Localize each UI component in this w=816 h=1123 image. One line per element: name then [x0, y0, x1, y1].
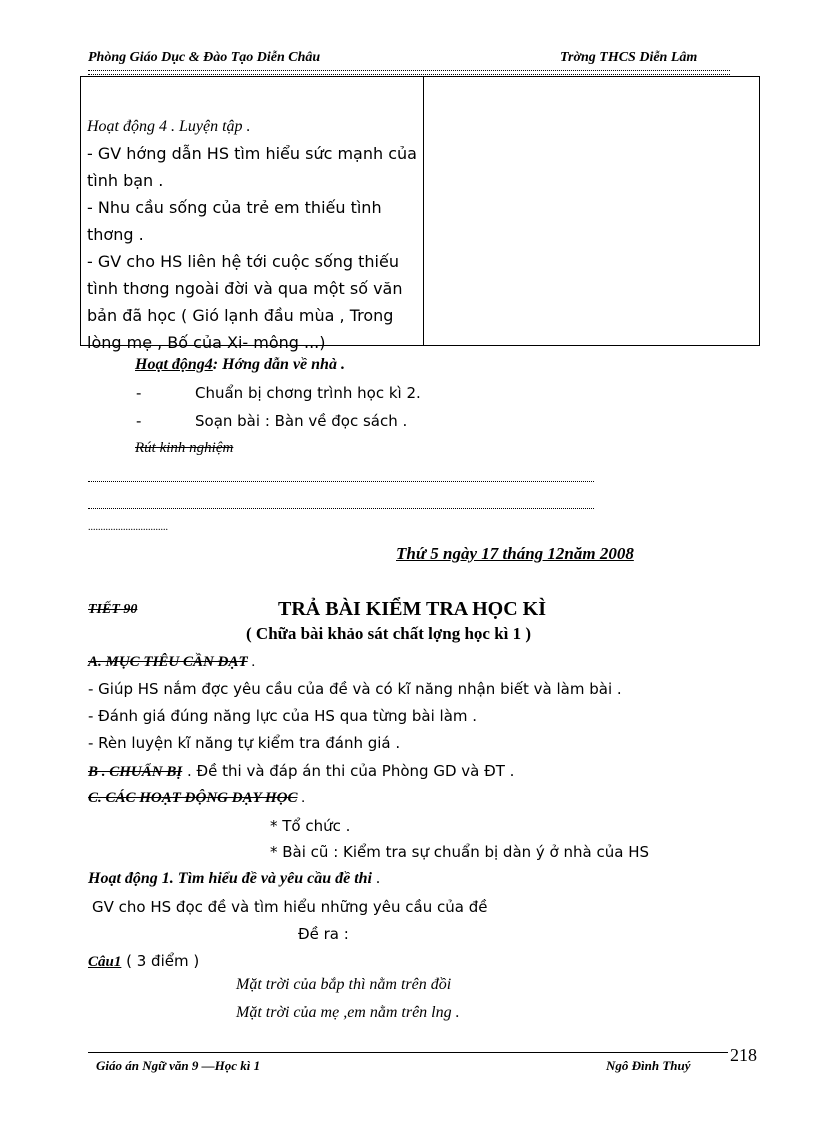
lesson-code: TIẾT 90: [88, 602, 138, 617]
header-rule: [88, 70, 730, 71]
activity-line: - Nhu cầu sống của trẻ em thiếu tình thơng .: [87, 198, 382, 244]
date-line: Thứ 5 ngày 17 tháng 12năm 2008: [396, 544, 634, 563]
activity-cell: [87, 113, 417, 356]
header-school-name: Trờng THCS Diễn Lâm: [560, 50, 698, 65]
section-c-tail: .: [297, 790, 305, 806]
activity1-heading: [88, 870, 380, 888]
section-c-heading: [88, 790, 305, 807]
homework-item: Soạn bài : Bàn về đọc sách .: [195, 412, 408, 430]
poem-line: Mặt trời của mẹ ,em nằm trên lng .: [236, 1004, 460, 1021]
section-b-text: . Đề thi và đáp án thi của Phòng GD và ĐT .: [182, 762, 515, 780]
homework-label: Hoạt động4: [135, 356, 213, 373]
table-divider: [423, 77, 424, 345]
homework-heading: [135, 356, 345, 374]
page-number: 218: [730, 1045, 757, 1065]
section-a-item: - Rèn luyện kĩ năng tự kiểm tra đánh giá .: [88, 734, 401, 752]
section-c-title: C. CÁC HOẠT ĐỘNG DẠY HỌC: [88, 790, 298, 806]
question1-points: ( 3 điểm ): [121, 952, 200, 970]
lesson-title: TRẢ BÀI KIỂM TRA HỌC KÌ: [278, 598, 547, 620]
exam-label: Đề ra :: [298, 925, 349, 943]
homework-item: Chuẩn bị chơng trình học kì 2.: [195, 384, 421, 402]
footer-left: Giáo án Ngữ văn 9 —Học kì 1: [96, 1058, 261, 1073]
section-a-item: - Đánh giá đúng năng lực của HS qua từng bài làm .: [88, 707, 478, 725]
footer-right: Ngô Đình Thuý: [606, 1058, 691, 1073]
activity1-tail: .: [372, 870, 380, 887]
section-b: [88, 762, 514, 781]
section-a-title: A. MỤC TIÊU CẦN ĐẠT: [88, 654, 248, 670]
section-a-item: - Giúp HS nắm đợc yêu cầu của đề và có kĩ năng nhận biết và làm bài .: [88, 680, 622, 698]
activity1-text: GV cho HS đọc đề và tìm hiểu những yêu cầu của đề: [92, 898, 488, 916]
activity-title: Hoạt động 4 . Luyện tập .: [87, 118, 251, 135]
header-school-dept: Phòng Giáo Dục & Đào Tạo Diễn Châu: [88, 50, 321, 65]
question1-label: Câu1: [88, 954, 122, 970]
header-rule-2: [88, 74, 730, 75]
footer-rule: [88, 1052, 728, 1053]
activity-line: - GV hớng dẫn HS tìm hiểu sức mạnh của tình bạn .: [87, 144, 417, 190]
question1: [88, 952, 199, 971]
homework-bullet: -: [136, 412, 142, 430]
poem-line: Mặt trời của bắp thì nằm trên đồi: [236, 976, 452, 993]
homework-bullet: -: [136, 384, 142, 402]
homework-title: : Hớng dẫn về nhà .: [212, 356, 345, 373]
experience-line: [88, 508, 594, 509]
section-a-heading: [88, 654, 255, 671]
experience-last-line: ................................: [88, 522, 168, 533]
experience-label: Rút kinh nghiệm: [135, 440, 234, 456]
activity-table: [80, 76, 760, 352]
section-b-heading: B . CHUẨN BỊ: [88, 764, 183, 780]
experience-line: [88, 481, 594, 482]
section-a-tail: .: [247, 654, 256, 670]
section-c-item: * Tổ chức .: [270, 817, 351, 835]
lesson-subtitle: ( Chữa bài khảo sát chất lợng học kì 1 ): [246, 624, 532, 643]
section-c-item: * Bài cũ : Kiểm tra sự chuẩn bị dàn ý ở nhà của HS: [270, 843, 649, 861]
activity-line: - GV cho HS liên hệ tới cuộc sống thiếu tình thơng ngoài đời và qua một số văn bản đã học ( Gió lạnh đầu mùa , Trong lòng mẹ , Bố của Xi- mông ...): [87, 252, 403, 352]
activity1-title: Hoạt động 1. Tìm hiểu đề và yêu cầu đề thi: [88, 870, 372, 887]
